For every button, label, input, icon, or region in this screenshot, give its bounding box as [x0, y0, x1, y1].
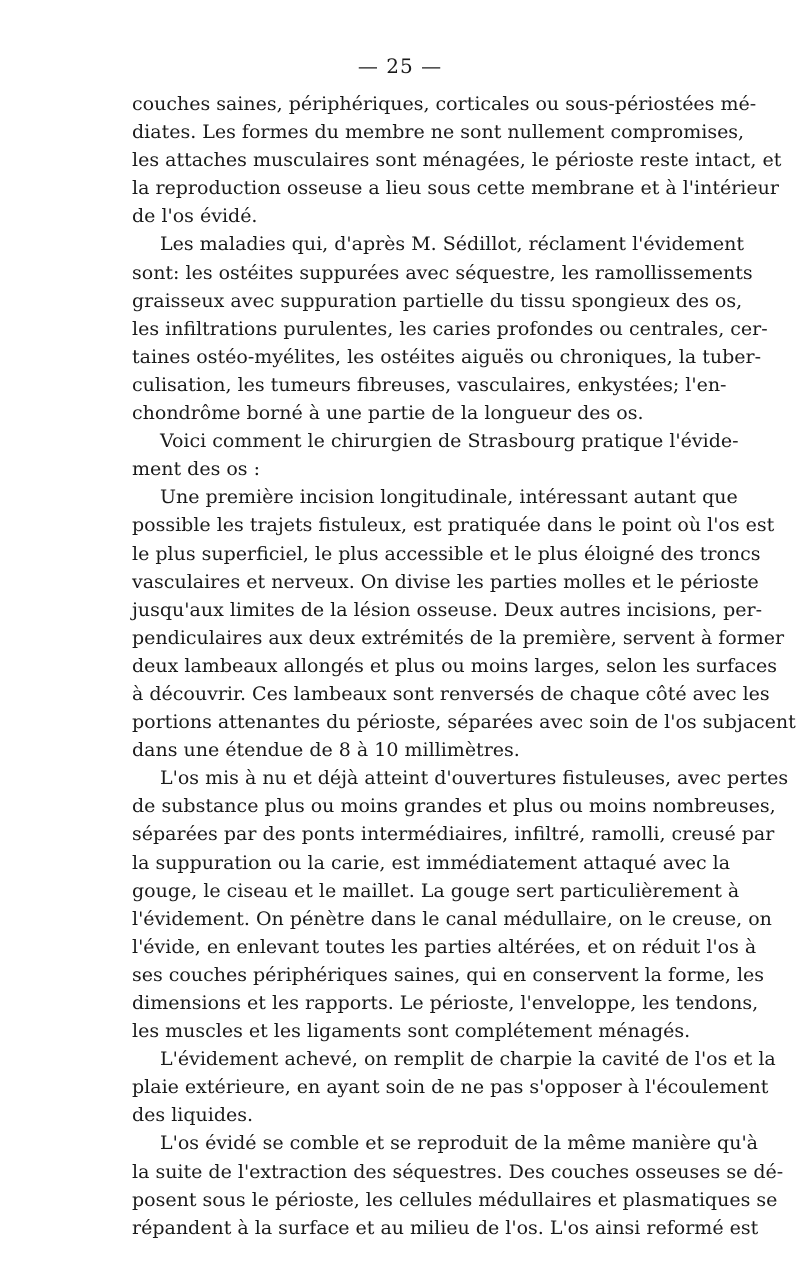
- text-line: culisation, les tumeurs fibreuses, vasculaires, enkystées; l'en-: [132, 373, 727, 396]
- text-line: Les maladies qui, d'après M. Sédillot, réclament l'évidement: [160, 233, 744, 256]
- text-line: les infiltrations purulentes, les caries profondes ou centrales, cer-: [132, 317, 768, 340]
- text-line: l'évide, en enlevant toutes les parties altérées, et on réduit l'os à: [132, 935, 757, 958]
- text-line: portions attenantes du périoste, séparées avec soin de l'os subjacent: [132, 711, 796, 734]
- text-line: gouge, le ciseau et le maillet. La gouge sert particulièrement à: [132, 879, 740, 902]
- text-line: couches saines, périphériques, corticales ou sous-périostées mé-: [132, 93, 757, 115]
- text-line: la suite de l'extraction des séquestres. Des couches osseuses se dé-: [132, 1160, 784, 1183]
- text-line: dans une étendue de 8 à 10 millimètres.: [132, 739, 520, 762]
- text-line: les attaches musculaires sont ménagées, le périoste reste intact, et: [132, 149, 782, 172]
- page-number: — 25 —: [357, 54, 443, 78]
- text-line: pendiculaires aux deux extrémités de la première, servent à former: [132, 626, 785, 649]
- text-line: posent sous le périoste, les cellules médullaires et plasmatiques se: [132, 1188, 778, 1211]
- text-line: Voici comment le chirurgien de Strasbourg pratique l'évide-: [160, 430, 739, 453]
- text-line: possible les trajets fistuleux, est pratiquée dans le point où l'os est: [132, 514, 775, 537]
- text-line: plaie extérieure, en ayant soin de ne pas s'opposer à l'écoulement: [132, 1076, 769, 1099]
- text-line: la suppuration ou la carie, est immédiatement attaqué avec la: [132, 851, 731, 874]
- text-line: ment des os :: [132, 458, 260, 481]
- text-line: ses couches périphériques saines, qui en conservent la forme, les: [132, 963, 765, 986]
- text-line: la reproduction osseuse a lieu sous cette membrane et à l'intérieur: [132, 177, 779, 200]
- text-line: L'évidement achevé, on remplit de charpie la cavité de l'os et la: [160, 1048, 776, 1071]
- text-line: L'os mis à nu et déjà atteint d'ouvertures fistuleuses, avec pertes: [160, 767, 789, 790]
- text-line: graisseux avec suppuration partielle du tissu spongieux des os,: [132, 289, 743, 312]
- text-line: l'évidement. On pénètre dans le canal médullaire, on le creuse, on: [132, 907, 772, 930]
- text-line: deux lambeaux allongés et plus ou moins larges, selon les surfaces: [132, 654, 778, 677]
- text-line: Une première incision longitudinale, intéressant autant que: [160, 486, 738, 509]
- text-line: L'os évidé se comble et se reproduit de la même manière qu'à: [160, 1132, 759, 1155]
- text-line: dimensions et les rapports. Le périoste, l'enveloppe, les tendons,: [132, 992, 759, 1014]
- text-line: des liquides.: [132, 1104, 254, 1127]
- text-line: le plus superficiel, le plus accessible et le plus éloigné des troncs: [132, 542, 761, 565]
- text-line: à découvrir. Ces lambeaux sont renversés de chaque côté avec les: [132, 682, 770, 705]
- body-text: [132, 90, 796, 1242]
- text-line: répandent à la surface et au milieu de l'os. L'os ainsi reformé est: [132, 1216, 759, 1239]
- text-line: de substance plus ou moins grandes et plus ou moins nombreuses,: [132, 795, 776, 818]
- text-line: les muscles et les ligaments sont complétement ménagés.: [132, 1020, 691, 1043]
- text-line: taines ostéo-myélites, les ostéites aiguës ou chroniques, la tuber-: [132, 345, 761, 368]
- text-line: diates. Les formes du membre ne sont nullement compromises,: [132, 121, 745, 144]
- text-line: séparées par des ponts intermédiaires, infiltré, ramolli, creusé par: [132, 823, 775, 846]
- text-line: jusqu'aux limites de la lésion osseuse. Deux autres incisions, per-: [132, 598, 763, 621]
- text-line: sont: les ostéites suppurées avec séquestre, les ramollissements: [132, 261, 753, 284]
- text-line: chondrôme borné à une partie de la longueur des os.: [132, 402, 644, 425]
- text-line: de l'os évidé.: [132, 205, 258, 228]
- text-line: vasculaires et nerveux. On divise les parties molles et le périoste: [132, 570, 759, 593]
